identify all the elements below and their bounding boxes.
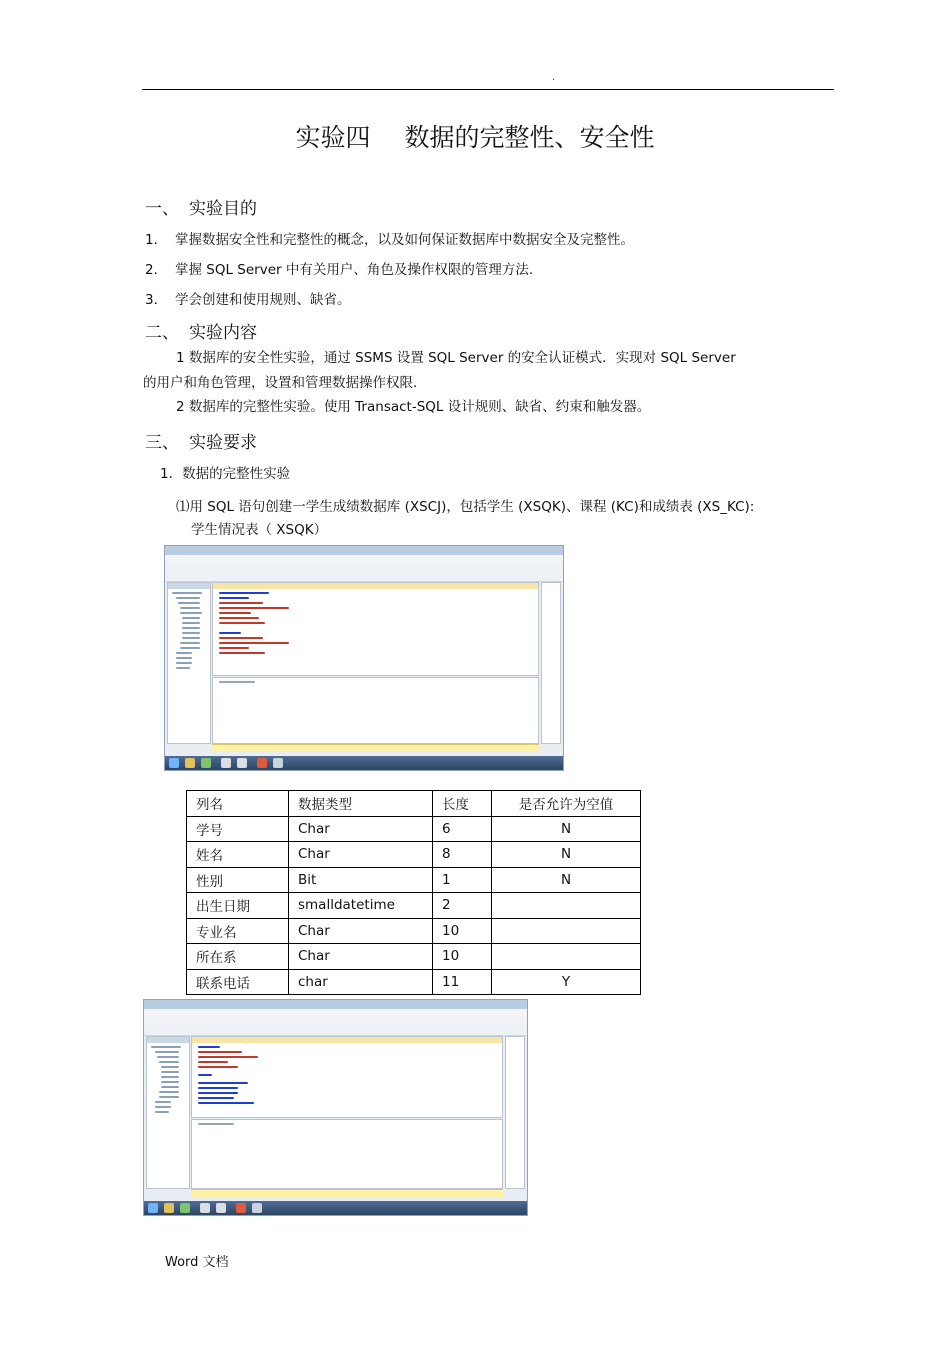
table-cell: 6	[433, 816, 492, 842]
table-row	[187, 969, 641, 995]
table-cell: Char	[289, 944, 433, 970]
section-number: 三、	[145, 433, 179, 453]
table-cell: Char	[289, 842, 433, 868]
table-cell: 专业名	[187, 918, 289, 944]
status-bar	[191, 1189, 503, 1197]
section-heading-objectives	[145, 194, 257, 219]
table-row	[187, 944, 641, 970]
table-row	[187, 816, 641, 842]
table-cell: Char	[289, 816, 433, 842]
objective-number: 3．	[145, 292, 168, 308]
section-label: 实验内容	[189, 323, 257, 343]
requirement-sub-1-line-2: 学生情况表（ XSQK）	[191, 522, 328, 538]
table-row	[187, 893, 641, 919]
objective-number: 1．	[145, 232, 168, 248]
table-cell: char	[289, 969, 433, 995]
table-cell: 出生日期	[187, 893, 289, 919]
ssms-screenshot-2	[143, 999, 528, 1216]
section-label: 实验目的	[189, 199, 257, 219]
table-cell	[492, 893, 641, 919]
section-heading-requirements	[145, 428, 257, 453]
table-cell: 学号	[187, 816, 289, 842]
taskbar	[165, 756, 563, 770]
table-cell	[492, 944, 641, 970]
table-cell: 1	[433, 867, 492, 893]
header-dot: .	[552, 72, 556, 83]
query-editor	[212, 582, 539, 676]
section-number: 二、	[145, 323, 179, 343]
table-cell: 姓名	[187, 842, 289, 868]
title-part1: 实验四	[295, 123, 371, 152]
table-row	[187, 867, 641, 893]
object-explorer	[146, 1036, 190, 1189]
table-cell: 10	[433, 918, 492, 944]
section-label: 实验要求	[189, 433, 257, 453]
objective-text: 掌握 SQL Server 中有关用户、角色及操作权限的管理方法.	[175, 262, 534, 278]
table-cell: N	[492, 816, 641, 842]
section-number: 一、	[145, 199, 179, 219]
footer-text: Word 文档	[165, 1255, 229, 1270]
content-paragraph-1-line-2: 的用户和角色管理，设置和管理数据操作权限.	[143, 375, 418, 391]
results-pane	[191, 1119, 503, 1189]
table-cell: 11	[433, 969, 492, 995]
objective-text: 学会创建和使用规则、缺省。	[175, 292, 351, 308]
table-header-cell: 列名	[187, 791, 289, 817]
ssms-screenshot-1	[164, 545, 564, 771]
table-cell: 所在系	[187, 944, 289, 970]
objective-item	[145, 228, 634, 248]
object-explorer	[167, 582, 211, 744]
properties-pane	[541, 582, 561, 744]
objective-item	[145, 288, 351, 308]
content-paragraph-1-line-1: 1 数据库的安全性实验，通过 SSMS 设置 SQL Server 的安全认证模式．实现对 SQL Server	[176, 350, 736, 366]
window-titlebar	[144, 1000, 527, 1009]
toolbar-secondary	[144, 1027, 527, 1036]
results-pane	[212, 677, 539, 744]
header-rule	[142, 89, 834, 90]
query-editor	[191, 1036, 503, 1118]
table-cell: 2	[433, 893, 492, 919]
objective-item	[145, 258, 533, 278]
table-cell: 联系电话	[187, 969, 289, 995]
table-cell	[492, 918, 641, 944]
table-cell: 8	[433, 842, 492, 868]
table-cell: Char	[289, 918, 433, 944]
content-paragraph-2: 2 数据库的完整性实验。使用 Transact-SQL 设计规则、缺省、约束和触发器。	[176, 399, 651, 415]
table-cell: N	[492, 842, 641, 868]
page-title	[0, 118, 950, 154]
table-cell: 10	[433, 944, 492, 970]
requirement-item-1: 1．数据的完整性实验	[160, 466, 291, 482]
toolbar-secondary	[165, 573, 563, 582]
objective-number: 2．	[145, 262, 168, 278]
table-header-row	[187, 791, 641, 817]
table-header-cell: 数据类型	[289, 791, 433, 817]
window-titlebar	[165, 546, 563, 555]
title-part2: 数据的完整性、安全性	[404, 123, 655, 152]
taskbar	[144, 1201, 527, 1215]
objective-text: 掌握数据安全性和完整性的概念，以及如何保证数据库中数据安全及完整性。	[175, 232, 634, 248]
table-row	[187, 918, 641, 944]
table-cell: Bit	[289, 867, 433, 893]
table-header-cell: 是否允许为空值	[492, 791, 641, 817]
status-bar	[212, 744, 539, 752]
properties-pane	[505, 1036, 525, 1189]
section-heading-content	[145, 318, 257, 343]
table-header-cell: 长度	[433, 791, 492, 817]
table-cell: N	[492, 867, 641, 893]
table-cell: Y	[492, 969, 641, 995]
xsqk-columns-table	[186, 790, 641, 995]
table-row	[187, 842, 641, 868]
table-cell: 性别	[187, 867, 289, 893]
requirement-sub-1-line-1: ⑴用 SQL 语句创建一学生成绩数据库 (XSCJ)，包括学生 (XSQK)、课程 (KC)和成绩表 (XS_KC):	[176, 499, 755, 515]
table-cell: smalldatetime	[289, 893, 433, 919]
